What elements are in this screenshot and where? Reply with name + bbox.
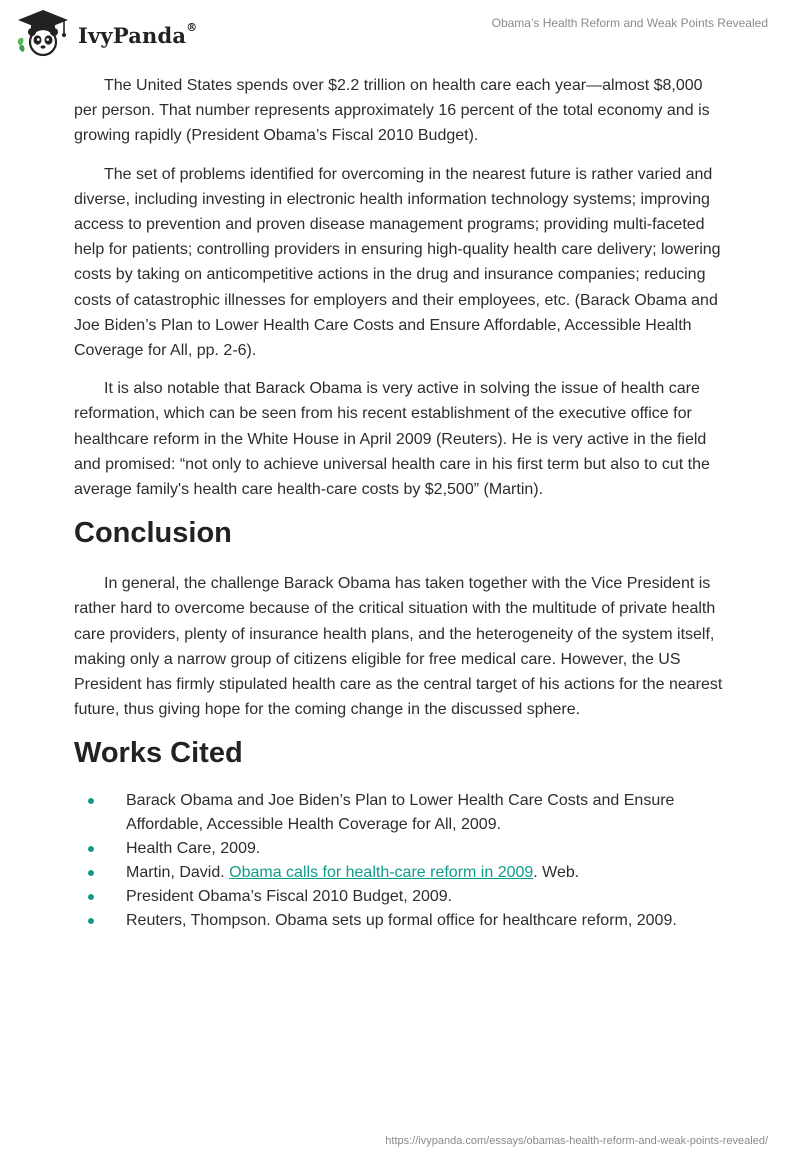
bullet-icon xyxy=(88,798,94,804)
panda-graduate-icon xyxy=(14,8,72,58)
conclusion-heading: Conclusion xyxy=(74,517,232,550)
reference-text: Reuters, Thompson. Obama sets up formal office for healthcare reform, 2009. xyxy=(126,912,677,930)
page-header xyxy=(0,0,800,70)
reference-item xyxy=(74,789,726,837)
works-cited-list xyxy=(74,789,726,933)
footer-url[interactable]: https://ivypanda.com/essays/obamas-health-reform-and-weak-points-revealed/ xyxy=(385,1135,768,1147)
reference-prefix: Martin, David. xyxy=(126,864,230,882)
bullet-icon xyxy=(88,846,94,852)
reference-text: President Obama’s Fiscal 2010 Budget, 2009. xyxy=(126,888,453,906)
brand-text: IvyPanda xyxy=(78,22,187,48)
reference-item xyxy=(74,885,726,909)
reference-link[interactable]: Obama calls for health-care reform in 2009 xyxy=(229,864,534,882)
reference-text: Barack Obama and Joe Biden’s Plan to Lower Health Care Costs and Ensure Affordable, Accessible Health Coverage for All, 2009. xyxy=(126,792,675,834)
body-paragraph-3: It is also notable that Barack Obama is very active in solving the issue of health care reformation, which can be seen from his recent establishment of the executive office for healthcare reform in the White House in April 2009 (Reuters). He is very active in the field and promised: “not only to achieve universal health care in his first term but also to cut the average family's health care health-care costs by $2,500” (Martin). xyxy=(74,380,710,499)
bullet-icon xyxy=(88,918,94,924)
registered-mark: ® xyxy=(186,20,198,34)
brand-name xyxy=(78,20,198,48)
bullet-icon xyxy=(88,870,94,876)
body-paragraph-2: The set of problems identified for overcoming in the nearest future is rather varied and diverse, including investing in electronic health information technology systems; improving access to prevention and proven disease management programs; providing multi-faceted help for patients; controlling providers in ensuring high-quality health care delivery; lowering costs by taking on anticompetitive actions in the drug and insurance companies; reducing costs of catastrophic illnesses for employers and their employees, etc. (Barack Obama and Joe Biden’s Plan to Lower Health Care Costs and Ensure Affordable, Accessible Health Coverage for All, pp. 2-6). xyxy=(74,165,721,360)
body-paragraph-1: The United States spends over $2.2 trillion on health care each year—almost $8,000 per person. That number represents approximately 16 percent of the total economy and is growing rapidly (President Obama’s Fiscal 2010 Budget). xyxy=(74,77,710,145)
document-title: Obama’s Health Reform and Weak Points Revealed xyxy=(491,16,768,30)
reference-item xyxy=(74,837,726,861)
ivypanda-logo[interactable] xyxy=(14,8,197,58)
reference-item xyxy=(74,861,726,885)
bullet-icon xyxy=(88,894,94,900)
reference-text: Health Care, 2009. xyxy=(126,840,261,858)
essay-content xyxy=(74,73,726,933)
works-cited-heading: Works Cited xyxy=(74,737,243,770)
reference-item xyxy=(74,909,726,933)
reference-suffix: . Web. xyxy=(533,864,580,882)
conclusion-paragraph: In general, the challenge Barack Obama has taken together with the Vice President is rather hard to overcome because of the critical situation with the multitude of private health care providers, plenty of insurance health plans, and the heterogeneity of the system itself, making only a narrow group of citizens eligible for free medical care. However, the US President has firmly stipulated health care as the central target of his actions for the nearest future, thus giving hope for the coming change in the discussed sphere. xyxy=(74,575,723,719)
